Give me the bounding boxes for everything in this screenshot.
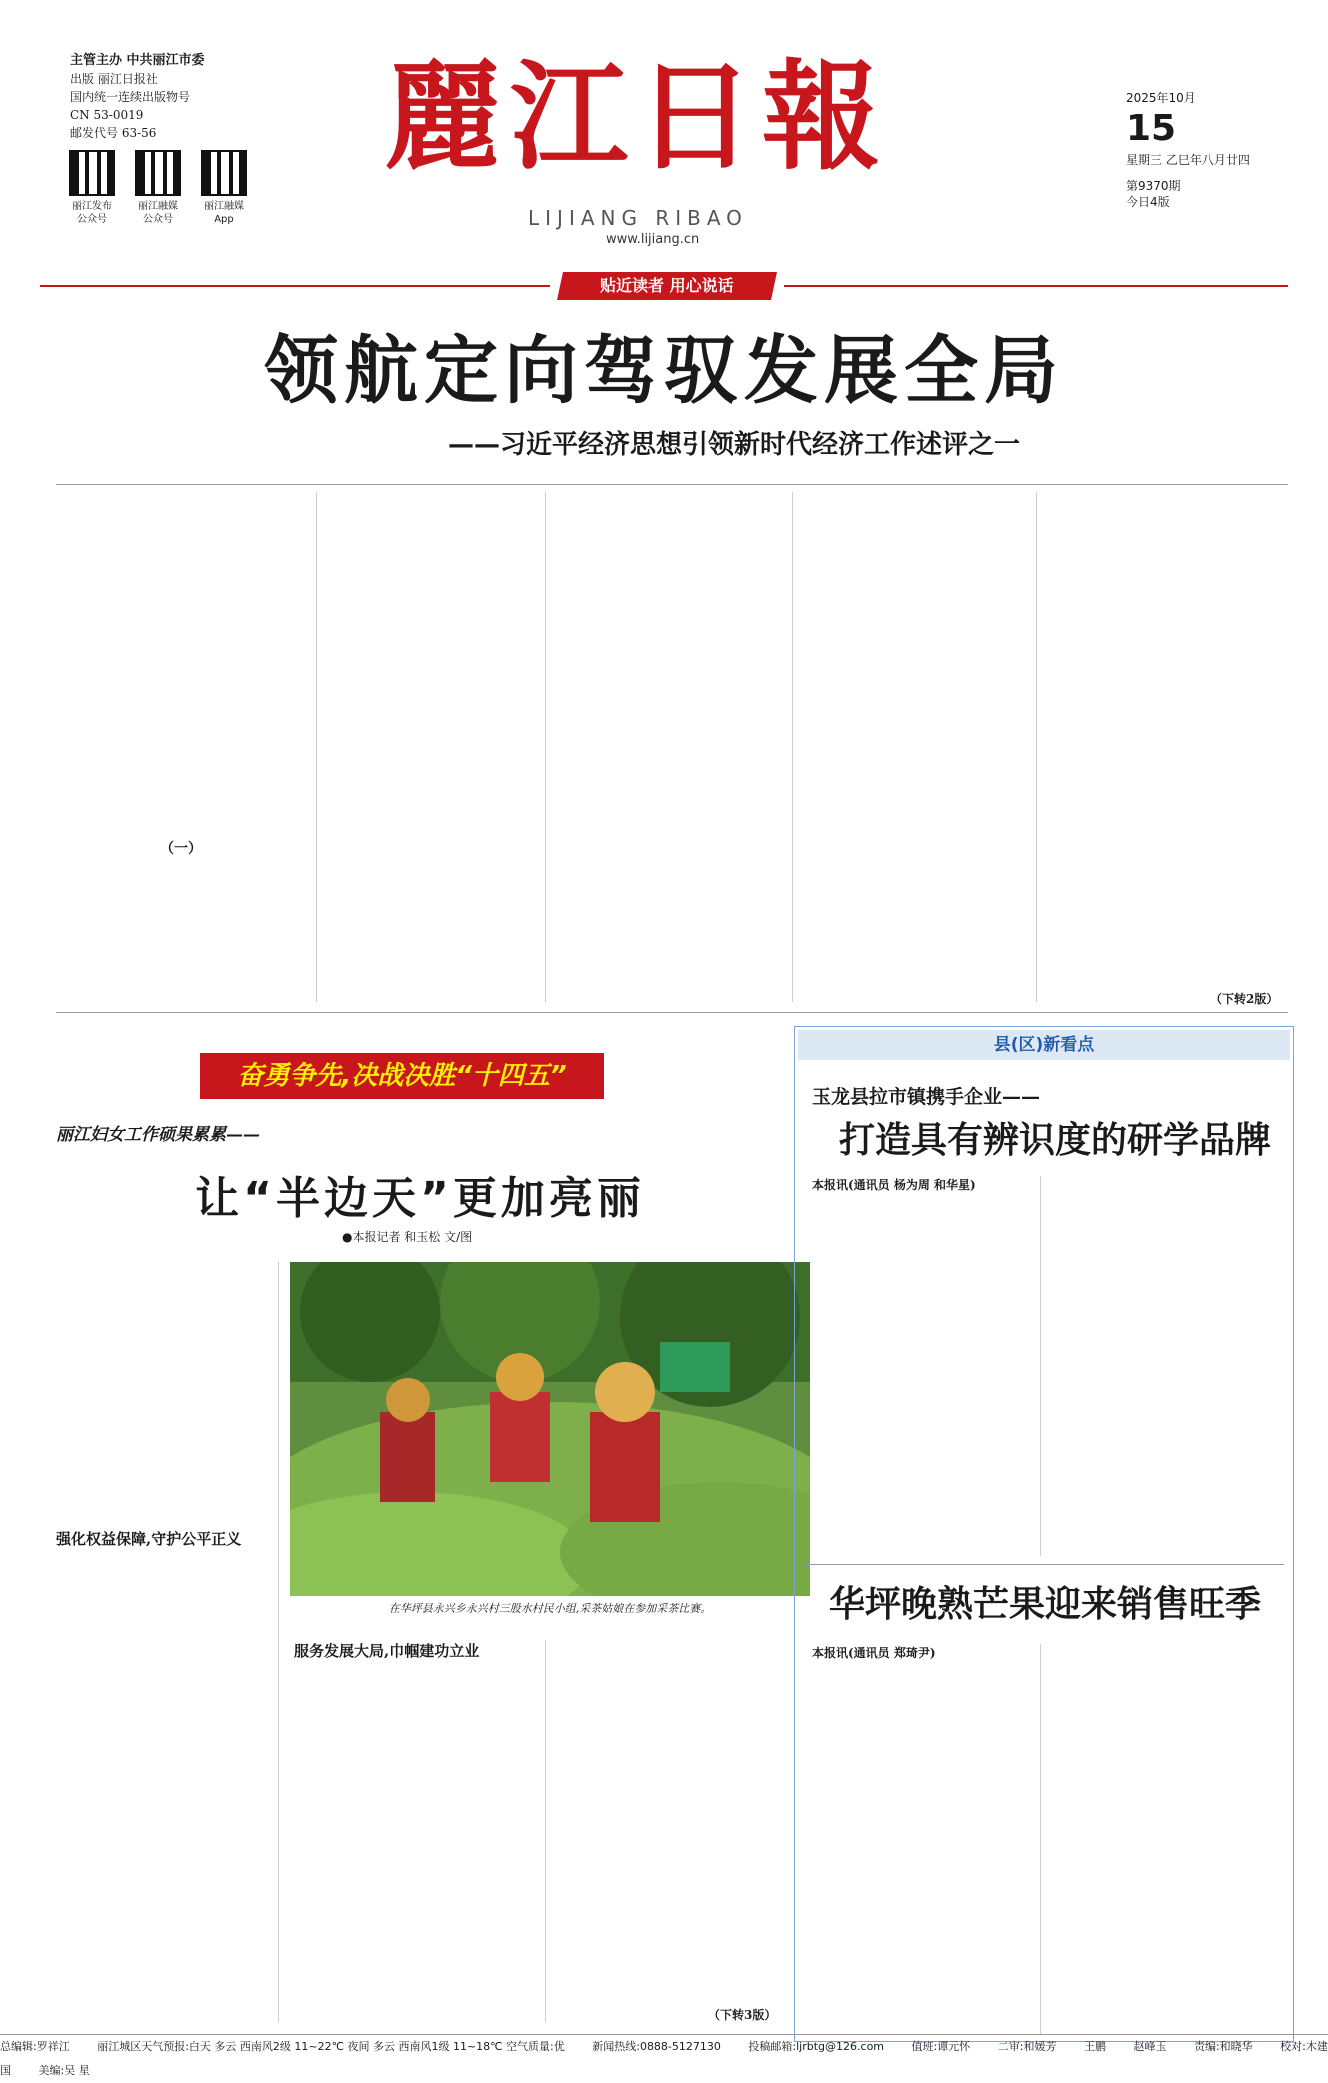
slogan-bar [0,272,1328,300]
divider [56,1012,1288,1013]
divider [1036,492,1037,1002]
divider [792,492,793,1002]
qr-code-item[interactable] [200,150,248,226]
footer-weather: 丽江城区天气预报:白天 多云 西南风2级 11~22℃ 夜间 多云 西南风1级 11~18℃ 空气质量:优 [97,2040,565,2053]
story2-title[interactable]: 华坪晚熟芒果迎来销售旺季 [828,1584,1261,1625]
newspaper-title: 麗江日報 [384,47,889,186]
footer-art-editor: 美编:吴 星 [38,2064,90,2077]
page-footer [0,2034,1328,2077]
women-byline: ●本报记者 和玉松 文/图 [342,1230,473,1244]
footer-second-review: 二审:和媛芳 [997,2040,1057,2053]
footer-editor: 责编:和晓华 [1193,2040,1253,2053]
date-year-month: 2025年10月 [1126,91,1196,105]
qr-code-icon[interactable] [135,150,181,196]
divider [784,285,1288,287]
lead-headline[interactable]: 领航定向驾驭发展全局 [264,328,1064,414]
qr-caption: 丽江融媒 公众号 [138,201,178,225]
pages-today: 今日4版 [1126,195,1170,209]
divider [316,492,317,1002]
footer-duty: 值班:谭元怀 [911,2040,971,2053]
divider [804,1564,1284,1565]
tea-picking-photo [290,1262,810,1596]
section-mark: （一） [160,841,202,857]
women-subhead-2: 服务发展大局,巾帼建功立业 [294,1642,480,1660]
divider [1040,1176,1041,1556]
footer-staff: 赵峰玉 [1133,2040,1167,2053]
divider [56,484,1288,485]
story1-byline: 本报讯(通讯员 杨为周 和华星) [812,1178,976,1192]
issn-label: 国内统一连续出版物号 [70,90,191,104]
qr-caption: 丽江融媒 App [204,201,244,225]
campaign-banner: 奋勇争先,决战决胜“十四五” [200,1053,604,1099]
qr-code-icon[interactable] [69,150,115,196]
issue-number: 第9370期 [1126,179,1181,193]
newspaper-title-english: LIJIANG RIBAO [528,206,748,230]
sponsor-line: 主管主办 中共丽江市委 [70,53,205,68]
photo-caption: 在华坪县永兴乡永兴村三股水村民小组,采茶姑娘在参加采茶比赛。 [388,1602,712,1615]
publisher-line: 出版 丽江日报社 [70,72,158,86]
continued-note[interactable]: （下转2版） [1210,992,1279,1006]
footer-staff: 王鹏 [1083,2040,1106,2053]
lead-subhead: ——习近平经济思想引领新时代经济工作述评之一 [447,430,1020,460]
qr-caption: 丽江发布 公众号 [72,201,112,225]
qr-code-row [68,150,248,226]
divider [1040,1644,1041,2034]
story1-pretitle: 玉龙县拉市镇携手企业—— [812,1086,1041,1108]
women-kicker: 丽江妇女工作硕果累累—— [56,1125,260,1145]
newspaper-url[interactable]: www.lijiang.cn [606,232,700,247]
continued-note[interactable]: （下转3版） [708,2008,777,2022]
story2-byline: 本报讯(通讯员 郑琦尹) [812,1646,936,1660]
weekday-lunar: 星期三 乙巳年八月廿四 [1126,153,1250,167]
qr-code-item[interactable] [68,150,116,226]
story1-title[interactable]: 打造具有辨识度的研学品牌 [838,1120,1271,1161]
women-title[interactable]: 让“半边天”更加亮丽 [195,1173,645,1224]
postal-code: 邮发代号 63-56 [70,126,157,140]
footer-chief-editor: 总编辑:罗祥江 [0,2040,70,2053]
footer-email[interactable]: 投稿邮箱:ljrbtg@126.com [748,2040,885,2053]
date-block [1126,90,1266,210]
footer-hotline: 新闻热线:0888-5127130 [592,2040,721,2053]
divider [278,1262,279,2022]
county-news-bar: 县(区)新看点 [798,1030,1290,1060]
divider [40,285,550,287]
qr-code-item[interactable] [134,150,182,226]
cn-number: CN 53-0019 [70,108,144,122]
qr-code-icon[interactable] [201,150,247,196]
divider [545,1640,546,2022]
date-day: 15 [1126,108,1177,149]
masthead-info [70,52,270,142]
women-subhead-1: 强化权益保障,守护公平正义 [56,1530,242,1548]
footer-proofreader: 校对:木建国 [0,2040,1328,2077]
slogan-badge: 贴近读者 用心说话 [557,272,777,300]
divider [545,492,546,1002]
